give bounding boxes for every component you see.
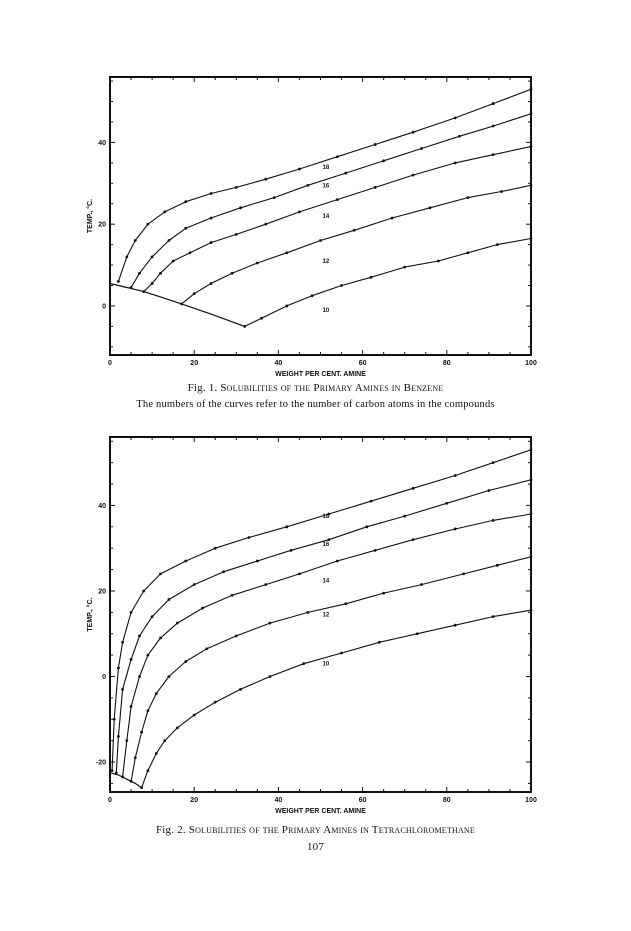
data-point-c12 [466, 196, 469, 199]
data-point-c16 [184, 227, 187, 230]
data-point-c18 [454, 116, 457, 119]
data-point-c16 [306, 184, 309, 187]
data-point-c14 [201, 607, 204, 610]
series-line-c12 [182, 185, 531, 304]
data-point-c10 [492, 615, 495, 618]
data-point-c14 [125, 739, 128, 742]
data-point-c12 [530, 555, 533, 558]
data-point-c18 [530, 88, 533, 91]
data-point-c12 [168, 675, 171, 678]
data-point-c12 [205, 647, 208, 650]
data-point-c16 [168, 598, 171, 601]
data-point-c10 [437, 260, 440, 263]
data-point-c12 [496, 564, 499, 567]
data-point-c16 [138, 272, 141, 275]
data-point-c16 [151, 255, 154, 258]
curve-label: 18 [322, 164, 330, 171]
data-point-c14 [138, 675, 141, 678]
data-point-c14 [492, 153, 495, 156]
x-tick-label: 0 [108, 360, 112, 367]
chart-benzene [86, 77, 537, 378]
data-point-c18 [264, 178, 267, 181]
data-point-c18 [492, 102, 495, 105]
curve-label: 12 [322, 612, 330, 619]
data-point-c18 [125, 255, 128, 258]
data-point-c18 [146, 223, 149, 226]
data-point-c16 [130, 658, 133, 661]
data-point-c18 [530, 448, 533, 451]
data-point-c10 [155, 752, 158, 755]
data-point-c10 [340, 652, 343, 655]
data-point-c10 [403, 266, 406, 269]
plot-frame [110, 437, 531, 792]
curve-label: 10 [322, 308, 330, 315]
data-point-c10 [340, 284, 343, 287]
figure2-caption-label: Fig. 2. [155, 824, 186, 836]
series-line-c16 [116, 480, 531, 773]
x-tick-label: 80 [442, 797, 451, 804]
data-point-c18 [336, 155, 339, 158]
series-line-c12 [131, 557, 531, 782]
data-point-c12 [285, 251, 288, 254]
data-point-c14 [264, 583, 267, 586]
x-tick-label: 80 [442, 360, 451, 367]
data-point-c16 [420, 147, 423, 150]
figure1-caption-label: Fig. 1. [187, 382, 218, 394]
data-point-c12 [146, 709, 149, 712]
data-point-c10 [193, 714, 196, 717]
data-point-c14 [412, 538, 415, 541]
data-point-c12 [231, 272, 234, 275]
data-point-c10 [176, 726, 179, 729]
data-point-c12 [420, 583, 423, 586]
data-point-c14 [159, 637, 162, 640]
data-point-c18 [117, 667, 120, 670]
figure1-caption-note: The numbers of the curves refer to the number of carbon atoms in the compounds [136, 399, 495, 410]
data-point-c14 [336, 198, 339, 201]
data-point-c12 [155, 692, 158, 695]
figure1-caption [0, 382, 631, 394]
data-point-c10 [311, 294, 314, 297]
data-point-c16 [530, 478, 533, 481]
data-point-c14 [176, 622, 179, 625]
data-point-c18 [214, 547, 217, 550]
data-point-c18 [117, 280, 120, 283]
figure1-caption-title: Solubilities of the Primary Amines in Benzene [220, 382, 444, 394]
data-point-c10 [260, 317, 263, 320]
data-point-c18 [412, 487, 415, 490]
curve-label: 12 [322, 258, 330, 265]
data-point-c18 [184, 200, 187, 203]
data-point-c12 [391, 217, 394, 220]
data-point-c10 [530, 609, 533, 612]
data-point-c10 [466, 251, 469, 254]
eutectic-line [110, 773, 142, 788]
data-point-c18 [210, 192, 213, 195]
data-point-c14 [151, 282, 154, 285]
eutectic-line [110, 284, 245, 327]
data-point-c12 [184, 660, 187, 663]
data-point-c16 [445, 502, 448, 505]
x-tick-label: 60 [358, 797, 367, 804]
data-point-c14 [298, 572, 301, 575]
data-point-c16 [256, 560, 259, 563]
x-tick-label: 20 [190, 360, 199, 367]
data-point-c18 [184, 560, 187, 563]
data-point-c18 [142, 590, 145, 593]
data-point-c12 [134, 756, 137, 759]
data-point-c14 [235, 233, 238, 236]
series-line-c14 [123, 514, 531, 777]
data-point-c14 [210, 241, 213, 244]
data-point-c18 [454, 474, 457, 477]
data-point-c14 [530, 513, 533, 516]
data-point-c12 [256, 262, 259, 265]
data-point-c18 [134, 239, 137, 242]
data-point-c14 [492, 519, 495, 522]
data-point-c10 [378, 641, 381, 644]
data-point-c18 [370, 500, 373, 503]
data-point-c18 [235, 186, 238, 189]
series-line-c10 [142, 610, 531, 788]
data-point-c12 [353, 229, 356, 232]
data-point-c14 [142, 290, 145, 293]
data-point-c16 [365, 525, 368, 528]
y-axis-label: TEMP., °C. [87, 198, 94, 234]
data-point-c10 [370, 276, 373, 279]
data-point-c10 [454, 624, 457, 627]
data-point-c14 [454, 528, 457, 531]
data-point-c16 [344, 172, 347, 175]
data-point-c16 [488, 489, 491, 492]
data-point-c16 [115, 771, 118, 774]
data-point-c14 [121, 776, 124, 779]
data-point-c14 [189, 251, 192, 254]
data-point-c16 [130, 286, 133, 289]
data-point-c12 [462, 572, 465, 575]
data-point-c10 [302, 662, 305, 665]
data-point-c18 [298, 168, 301, 171]
data-point-c16 [121, 688, 124, 691]
x-tick-label: 100 [525, 797, 537, 804]
data-point-c16 [458, 135, 461, 138]
data-point-c14 [336, 560, 339, 563]
data-point-c16 [382, 159, 385, 162]
data-point-c12 [269, 622, 272, 625]
data-point-c18 [412, 131, 415, 134]
curve-label: 18 [322, 514, 330, 521]
figure2-caption-title: Solubilities of the Primary Amines in Tetrachloromethane [188, 824, 475, 836]
data-point-c18 [492, 461, 495, 464]
data-point-c16 [222, 570, 225, 573]
data-point-c16 [193, 583, 196, 586]
data-point-c10 [140, 786, 143, 789]
data-point-c10 [214, 701, 217, 704]
data-point-c14 [298, 211, 301, 214]
y-tick-label: 20 [98, 221, 106, 229]
data-point-c12 [140, 731, 143, 734]
page-number: 107 [306, 841, 325, 853]
y-tick-label: 0 [102, 303, 106, 311]
data-point-c10 [269, 675, 272, 678]
data-point-c12 [429, 206, 432, 209]
data-point-c14 [231, 594, 234, 597]
chart-tetrachloromethane [86, 437, 537, 815]
data-point-c18 [111, 769, 114, 772]
data-point-c10 [239, 688, 242, 691]
x-tick-label: 100 [525, 360, 537, 367]
data-point-c18 [159, 572, 162, 575]
data-point-c16 [328, 538, 331, 541]
y-tick-label: 20 [98, 588, 106, 596]
data-point-c16 [273, 196, 276, 199]
curve-label: 10 [322, 661, 330, 668]
plot-frame [110, 77, 531, 355]
data-point-c16 [210, 217, 213, 220]
data-point-c16 [138, 634, 141, 637]
x-tick-label: 20 [190, 797, 199, 804]
data-point-c18 [163, 211, 166, 214]
data-point-c10 [243, 325, 246, 328]
data-point-c18 [374, 143, 377, 146]
data-point-c12 [193, 292, 196, 295]
curve-label: 14 [322, 214, 330, 220]
data-point-c10 [416, 632, 419, 635]
series-line-c18 [112, 450, 531, 771]
data-point-c12 [344, 602, 347, 605]
data-point-c16 [239, 206, 242, 209]
data-point-c12 [180, 302, 183, 305]
x-axis-label: WEIGHT PER CENT. AMINE [275, 808, 366, 815]
curve-label: 14 [322, 578, 330, 585]
data-point-c14 [264, 223, 267, 226]
x-tick-label: 0 [108, 797, 112, 804]
curve-label: 16 [322, 183, 330, 190]
data-point-c12 [235, 634, 238, 637]
data-point-c14 [130, 705, 133, 708]
data-point-c14 [172, 260, 175, 263]
data-point-c18 [285, 525, 288, 528]
data-point-c16 [530, 112, 533, 115]
data-point-c10 [496, 243, 499, 246]
data-point-c16 [117, 735, 120, 738]
x-tick-label: 60 [358, 360, 367, 367]
data-point-c12 [306, 611, 309, 614]
data-point-c10 [285, 305, 288, 308]
data-point-c12 [530, 184, 533, 187]
data-point-c16 [290, 549, 293, 552]
data-point-c10 [146, 769, 149, 772]
data-point-c16 [492, 125, 495, 128]
data-point-c16 [403, 515, 406, 518]
data-point-c18 [130, 611, 133, 614]
data-point-c14 [374, 186, 377, 189]
data-point-c10 [163, 739, 166, 742]
y-axis-label: TEMP., °C. [87, 597, 94, 632]
data-point-c16 [151, 615, 154, 618]
y-tick-label: 0 [102, 674, 106, 682]
data-point-c14 [412, 174, 415, 177]
x-tick-label: 40 [274, 360, 283, 367]
y-tick-label: 40 [98, 139, 106, 147]
x-tick-label: 40 [274, 797, 283, 804]
series-line-c14 [144, 147, 531, 292]
data-point-c12 [319, 239, 322, 242]
data-point-c14 [159, 272, 162, 275]
data-point-c14 [374, 549, 377, 552]
data-point-c18 [248, 536, 251, 539]
data-point-c12 [130, 780, 133, 783]
y-tick-label: 40 [98, 502, 106, 510]
y-tick-label: -20 [95, 759, 106, 767]
figure2-caption [0, 824, 631, 836]
curve-label: 16 [322, 541, 330, 548]
data-point-c12 [382, 592, 385, 595]
data-point-c18 [113, 718, 116, 721]
data-point-c14 [530, 145, 533, 148]
data-point-c18 [121, 641, 124, 644]
series-line-c16 [131, 114, 531, 288]
data-point-c14 [454, 161, 457, 164]
x-axis-label: WEIGHT PER CENT. AMINE [275, 371, 366, 378]
data-point-c12 [210, 282, 213, 285]
data-point-c10 [530, 237, 533, 240]
data-point-c12 [500, 190, 503, 193]
data-point-c16 [168, 239, 171, 242]
data-point-c14 [146, 654, 149, 657]
